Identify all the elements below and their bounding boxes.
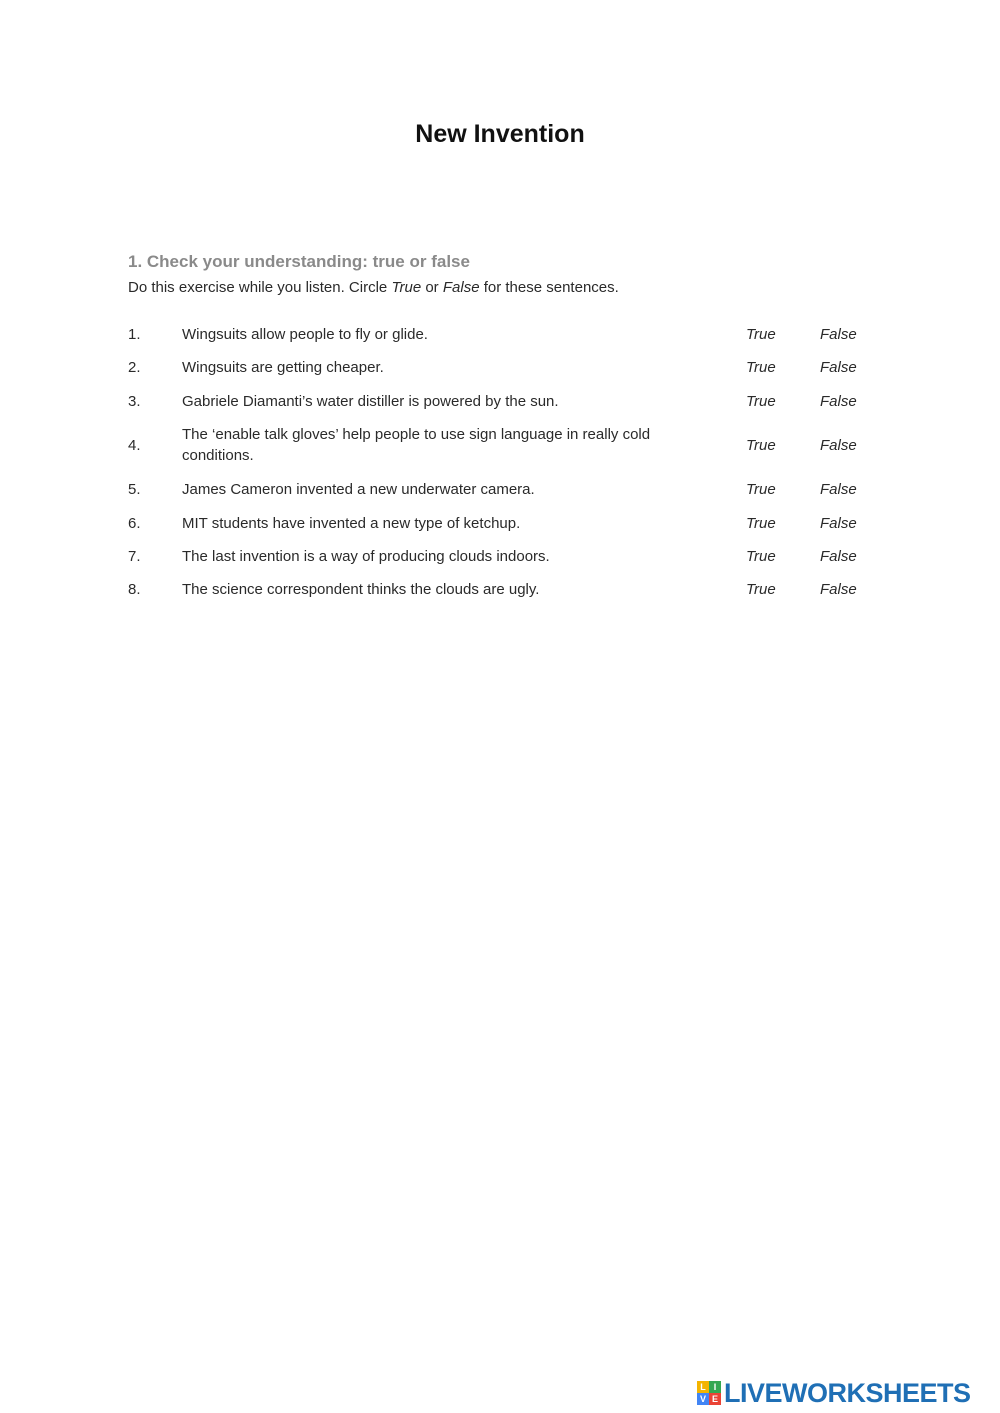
question-text: The last invention is a way of producing clouds indoors.	[182, 548, 550, 565]
option-false[interactable]: False	[820, 393, 857, 410]
instructions-true-word: True	[391, 279, 422, 296]
question-number: 3.	[128, 393, 141, 410]
option-false[interactable]: False	[820, 436, 857, 454]
option-false[interactable]: False	[820, 359, 857, 376]
instructions-middle: or	[421, 279, 443, 296]
option-false[interactable]: False	[820, 515, 857, 532]
option-true[interactable]: True	[746, 548, 776, 565]
question-text: Wingsuits allow people to fly or glide.	[182, 326, 428, 343]
instructions-before: Do this exercise while you listen. Circle	[128, 279, 392, 296]
logo-letter: V	[697, 1393, 709, 1405]
question-number: 8.	[128, 581, 141, 598]
instructions	[128, 279, 619, 296]
question-number: 7.	[128, 548, 141, 565]
question-text: Gabriele Diamanti’s water distiller is powered by the sun.	[182, 393, 559, 410]
option-true[interactable]: True	[746, 436, 776, 454]
option-false[interactable]: False	[820, 326, 857, 343]
question-text: The ‘enable talk gloves’ help people to use sign language in really cold conditions.	[182, 426, 651, 464]
option-false[interactable]: False	[820, 480, 857, 498]
instructions-false-word: False	[442, 279, 480, 296]
option-true[interactable]: True	[746, 393, 776, 410]
logo-letter: I	[709, 1381, 721, 1393]
instructions-after: for these sentences.	[479, 279, 619, 296]
question-number: 2.	[128, 359, 141, 376]
question-row	[128, 573, 888, 606]
question-list	[128, 318, 888, 606]
question-number: 4.	[128, 436, 141, 454]
question-row	[128, 351, 888, 384]
question-text: MIT students have invented a new type of ketchup.	[182, 515, 521, 532]
question-text: The science correspondent thinks the clouds are ugly.	[182, 581, 540, 598]
question-number: 1.	[128, 326, 141, 343]
question-text: James Cameron invented a new underwater camera.	[182, 480, 535, 498]
brand-name: LIVEWORKSHEETS	[724, 1377, 971, 1408]
option-false[interactable]: False	[820, 548, 857, 565]
liveworksheets-logo-icon	[697, 1381, 721, 1405]
question-text: Wingsuits are getting cheaper.	[182, 359, 384, 376]
page-title: New Invention	[415, 120, 585, 148]
option-true[interactable]: True	[746, 359, 776, 376]
question-number: 5.	[128, 480, 141, 498]
question-row	[128, 471, 888, 507]
option-true[interactable]: True	[746, 480, 776, 498]
question-row	[128, 507, 888, 540]
question-row	[128, 419, 888, 471]
question-row	[128, 540, 888, 573]
question-row	[128, 384, 888, 419]
question-row	[128, 318, 888, 351]
logo-letter: L	[697, 1381, 709, 1393]
question-number: 6.	[128, 515, 141, 532]
logo-letter: E	[709, 1393, 721, 1405]
option-true[interactable]: True	[746, 326, 776, 343]
option-true[interactable]: True	[746, 581, 776, 598]
section-heading: 1. Check your understanding: true or false	[128, 252, 470, 271]
option-false[interactable]: False	[820, 581, 857, 598]
liveworksheets-brand	[697, 1378, 971, 1408]
option-true[interactable]: True	[746, 515, 776, 532]
